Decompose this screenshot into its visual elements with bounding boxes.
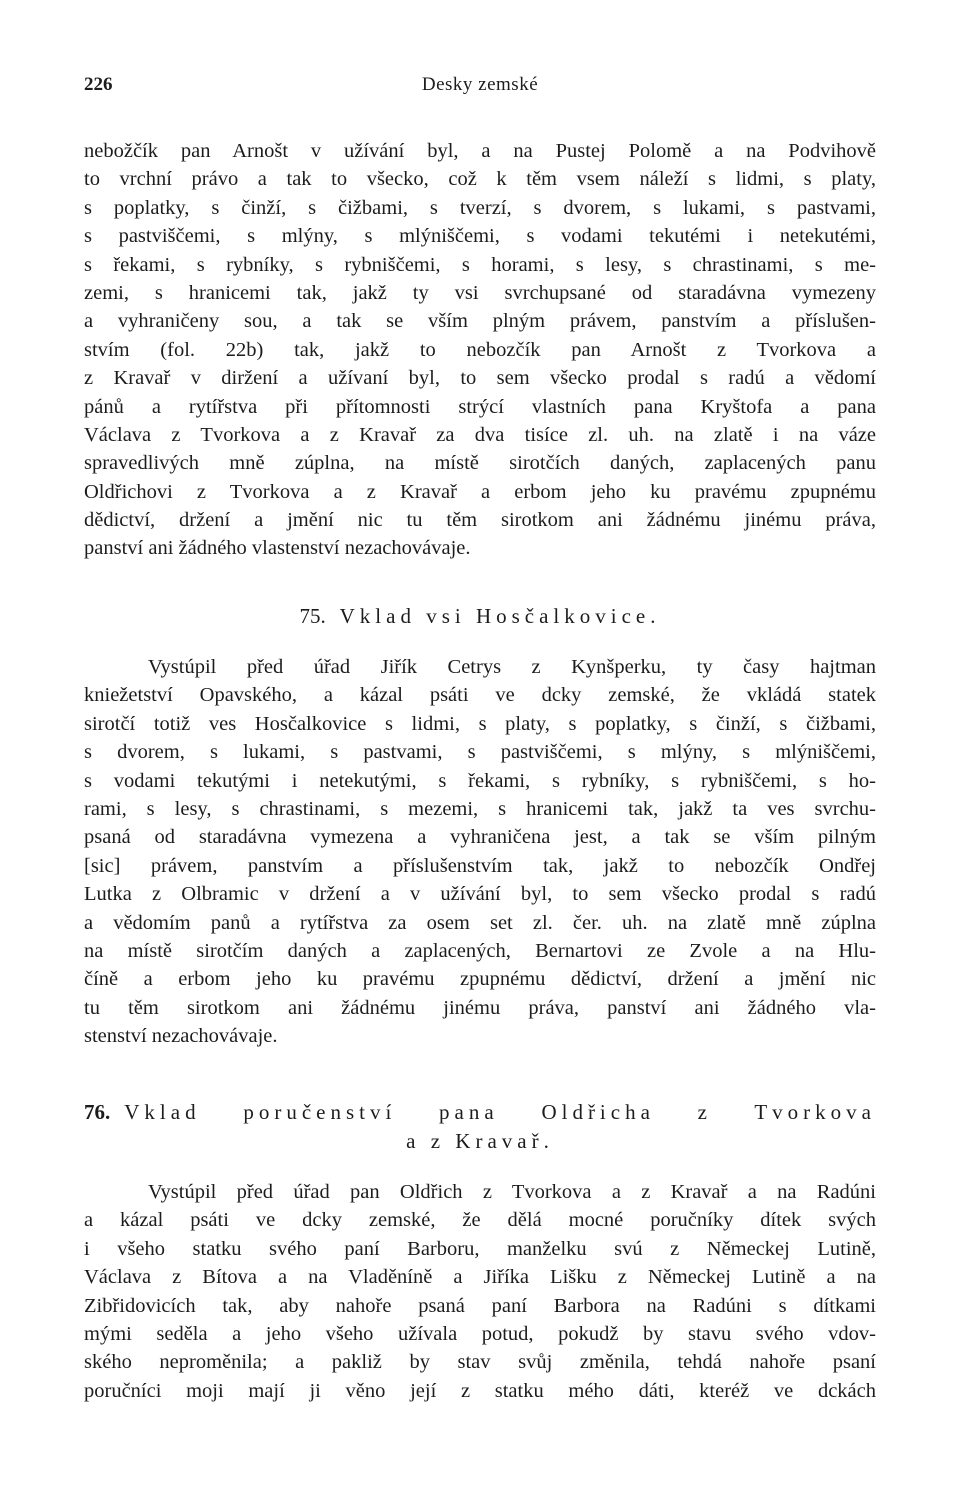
text-line: Zibřidovicích tak, aby nahoře psaná paní Barbora na Radúni s dítkami bbox=[84, 1294, 876, 1317]
text-line: mými seděla a jeho všeho užívala potud, pokudž by stavu svého vdov- bbox=[84, 1322, 876, 1345]
paragraph-continuation bbox=[84, 137, 876, 563]
text-line: Vystúpil před úřad Jiřík Cetrys z Kynšperku, ty časy hajtman bbox=[148, 656, 876, 678]
section-title-line: Vklad poručenství pana Oldřicha z Tvorkova bbox=[124, 1100, 876, 1124]
text-line: stenství nezachovávaje. bbox=[84, 1025, 278, 1048]
section-heading-75 bbox=[84, 604, 876, 629]
text-line: Václava z Tvorkova a z Kravař za dva tisíce zl. uh. na zlatě i na váze bbox=[84, 423, 876, 446]
text-line: Oldřichovi z Tvorkova a z Kravař a erbom jeho ku pravému zpupnému bbox=[84, 480, 876, 503]
text-line: a kázal psáti ve dcky zemské, že dělá mocné poručníky dítek svých bbox=[84, 1209, 876, 1232]
text-line: s poplatky, s činží, s čižbami, s tverzí, s dvorem, s lukami, s pastvami, bbox=[84, 196, 876, 219]
text-line: panství ani žádného vlastenství nezachovávaje. bbox=[84, 537, 471, 560]
paragraph-section-76 bbox=[84, 1178, 876, 1405]
text-line: rami, s lesy, s chrastinami, s mezemi, s hranicemi tak, jakž ta ves svrchu- bbox=[84, 797, 876, 820]
text-line: tu těm sirotkom ani žádnému jinému práva, panství ani žádného vla- bbox=[84, 996, 876, 1019]
text-line: i všeho statku svého paní Barboru, manželku svú z Německej Lutině, bbox=[84, 1237, 876, 1260]
text-line: poručníci moji mají ji věno její z statku mého dáti, kteréž ve dckách bbox=[84, 1379, 876, 1402]
text-line: sirotčí totiž ves Hosčalkovice s lidmi, s platy, s poplatky, s činží, s čižbami, bbox=[84, 712, 876, 735]
text-line: psaná od staradávna vymezena a vyhraničena jest, a tak se vším pilným bbox=[84, 826, 876, 849]
text-line: Vystúpil před úřad pan Oldřich z Tvorkova a z Kravař a na Radúni bbox=[148, 1181, 876, 1203]
text-line: s pastviščemi, s mlýny, s mlýniščemi, s vodami tekutémi i netekutémi, bbox=[84, 225, 876, 248]
text-line: zemi, s hranicemi tak, jakž ty vsi svrchupsané od staradávna vymezeny bbox=[84, 281, 876, 304]
text-line: ského neproměnila; a pakliž by stav svůj změnila, tehdá nahoře psaní bbox=[84, 1351, 876, 1374]
text-line: číně a erbom jeho ku pravému zpupnému dědictví, držení a jmění nic bbox=[84, 968, 876, 991]
text-line: spravedlivých mně zúplna, na místě sirotčích daných, zaplacených panu bbox=[84, 452, 876, 475]
text-line: na místě sirotčím daných a zaplacených, Bernartovi ze Zvole a na Hlu- bbox=[84, 939, 876, 962]
page-number: 226 bbox=[84, 74, 113, 95]
text-line: Václava z Bítova a na Vladěníně a Jiříka Lišku z Německej Lutině a na bbox=[84, 1266, 876, 1289]
text-line: a vědomím panů a rytířstva za osem set zl. čer. uh. na zlatě mně zúplna bbox=[84, 911, 876, 934]
running-title: Desky zemské bbox=[421, 74, 539, 95]
section-heading-76 bbox=[84, 1100, 876, 1154]
section-number: 75. bbox=[299, 604, 326, 628]
text-line: pánů a rytířstva při přítomnosti strýcí vlastních pana Kryštofa a pana bbox=[84, 395, 876, 418]
text-line: Lutka z Olbramic v držení a v užívání byl, to sem všecko prodal s radú bbox=[84, 883, 876, 906]
paragraph-section-75 bbox=[84, 653, 876, 1050]
text-line: s dvorem, s lukami, s pastvami, s pastviščemi, s mlýny, s mlýniščemi, bbox=[84, 741, 876, 764]
section-number: 76. bbox=[84, 1100, 111, 1124]
text-line: a vyhraničeny sou, a tak se vším plným právem, panstvím a příslušen- bbox=[84, 310, 876, 333]
section-title: Vklad vsi Hosčalkovice. bbox=[339, 604, 661, 628]
text-line: s řekami, s rybníky, s rybniščemi, s horami, s lesy, s chrastinami, s me- bbox=[84, 253, 876, 276]
text-line: nebožčík pan Arnošt v užívání byl, a na Pustej Polomě a na Podvihově bbox=[84, 140, 876, 162]
text-line: s vodami tekutými i netekutými, s řekami, s rybníky, s rybniščemi, s ho- bbox=[84, 769, 876, 792]
text-line: kniežetství Opavského, a kázal psáti ve dcky zemské, že vkládá statek bbox=[84, 684, 876, 707]
text-line: to vrchní právo a tak to všecko, což k těm vsem náleží s lidmi, s platy, bbox=[84, 168, 876, 191]
page-header bbox=[84, 74, 876, 104]
text-line: stvím (fol. 22b) tak, jakž to nebozčík pan Arnošt z Tvorkova a bbox=[84, 338, 876, 361]
text-line: z Kravař v diržení a užívaní byl, to sem všecko prodal s radú a vědomí bbox=[84, 367, 876, 390]
text-line: dědictví, držení a jmění nic tu těm sirotkom ani žádnému jinému práva, bbox=[84, 509, 876, 532]
text-line: [sic] právem, panstvím a příslušenstvím tak, jakž to nebozčík Ondřej bbox=[84, 854, 876, 877]
section-title-line: a z Kravař. bbox=[406, 1129, 554, 1153]
